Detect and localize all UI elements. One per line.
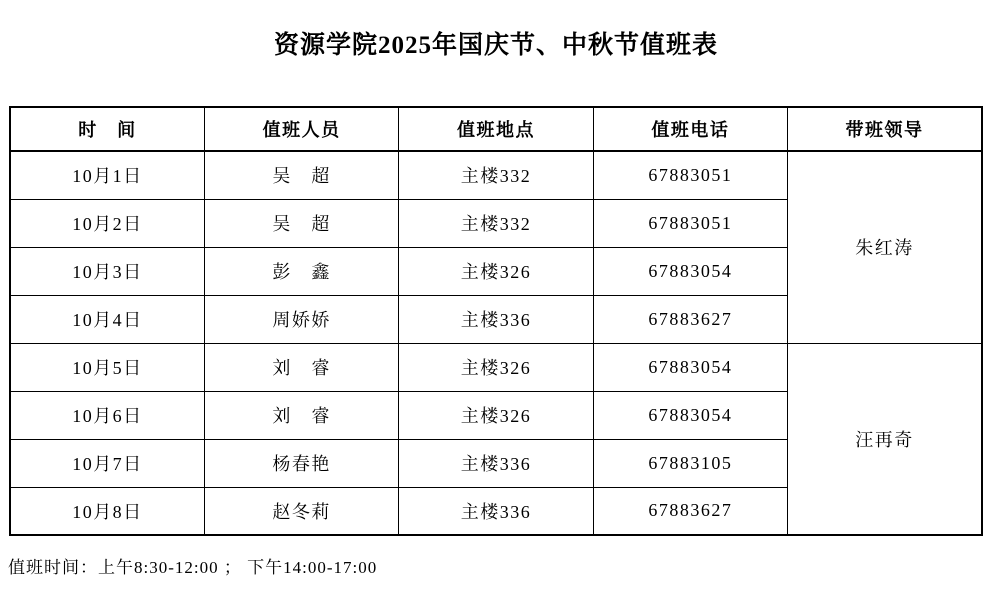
location-cell: 主楼326	[399, 391, 593, 439]
leader-cell: 朱红涛	[788, 151, 982, 343]
date-cell: 10月6日	[10, 391, 204, 439]
location-cell: 主楼336	[399, 439, 593, 487]
location-cell: 主楼332	[399, 151, 593, 199]
person-cell: 杨春艳	[204, 439, 398, 487]
leader-cell: 汪再奇	[788, 343, 982, 535]
phone-cell: 67883054	[593, 391, 787, 439]
person-cell: 刘 睿	[204, 391, 398, 439]
page-title: 资源学院2025年国庆节、中秋节值班表	[273, 32, 718, 59]
col-header-phone: 值班电话	[593, 107, 787, 151]
table-row	[10, 343, 982, 391]
date-cell: 10月8日	[10, 487, 204, 535]
date-cell: 10月3日	[10, 247, 204, 295]
phone-cell: 67883054	[593, 343, 787, 391]
table-body	[10, 151, 982, 535]
person-cell: 彭 鑫	[204, 247, 398, 295]
location-cell: 主楼332	[399, 199, 593, 247]
date-cell: 10月7日	[10, 439, 204, 487]
col-header-person: 值班人员	[204, 107, 398, 151]
table-row	[10, 151, 982, 199]
date-cell: 10月4日	[10, 295, 204, 343]
location-cell: 主楼336	[399, 487, 593, 535]
table-header	[10, 107, 982, 151]
document-page	[0, 33, 992, 604]
person-cell: 赵冬莉	[204, 487, 398, 535]
duty-schedule-table	[9, 106, 983, 536]
phone-cell: 67883627	[593, 295, 787, 343]
date-cell: 10月1日	[10, 151, 204, 199]
header-row	[10, 107, 982, 151]
person-cell: 吴 超	[204, 199, 398, 247]
phone-cell: 67883627	[593, 487, 787, 535]
location-cell: 主楼336	[399, 295, 593, 343]
person-cell: 周娇娇	[204, 295, 398, 343]
col-header-leader: 带班领导	[788, 107, 982, 151]
location-cell: 主楼326	[399, 343, 593, 391]
phone-cell: 67883051	[593, 151, 787, 199]
phone-cell: 67883054	[593, 247, 787, 295]
person-cell: 吴 超	[204, 151, 398, 199]
col-header-location: 值班地点	[399, 107, 593, 151]
date-cell: 10月2日	[10, 199, 204, 247]
phone-cell: 67883105	[593, 439, 787, 487]
col-header-time: 时 间	[10, 107, 204, 151]
date-cell: 10月5日	[10, 343, 204, 391]
person-cell: 刘 睿	[204, 343, 398, 391]
phone-cell: 67883051	[593, 199, 787, 247]
duty-hours-footnote: 值班时间：上午8:30-12:00 ； 下午14:00-17:00	[8, 558, 378, 577]
location-cell: 主楼326	[399, 247, 593, 295]
